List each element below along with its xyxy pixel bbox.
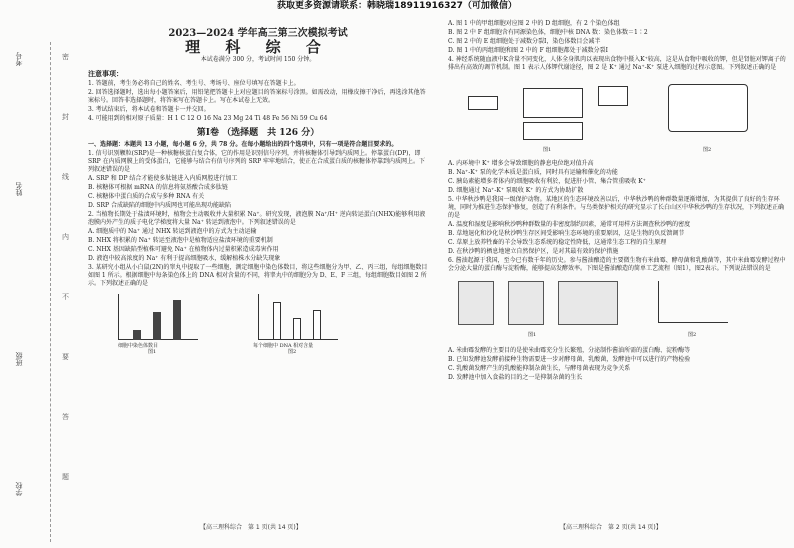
fig1-bar: [133, 330, 141, 340]
fig1-label: 图1: [148, 349, 157, 355]
fig1-label: 图1: [528, 332, 537, 338]
q1-option: B. 核糖体可根据 mRNA 的信息将氨基酸合成多肽链: [88, 184, 228, 191]
question-4: 4. 神经系统随血液中K含量不同变化，人体全身肌肉以表现出食物中摄入K⁺较高，这是从食物中吸收的钾，但是肾脏对钾离子的排出有高效的调节机制。图 1 表示人体钾代谢途径，图 2 是 K⁺ 通过 Na⁺-K⁺ 泵进入细胞的过程示意图。下列叙述正确的是: [448, 56, 786, 71]
fig-box: [523, 122, 583, 140]
q3-option: C. 图 2 中的 E 组细胞处于减数分裂Ⅰ，染色体数目会减半: [448, 38, 601, 45]
q5-option: D. 在秋沙鸭的栖息地建立自然保护区，是对其最有效的保护措施: [448, 248, 619, 255]
fig1-bar: [153, 312, 161, 340]
section-title: 第Ⅰ卷 （选择题 共 126 分）: [196, 128, 320, 138]
field-exam-number: 考号: [15, 52, 23, 66]
q1-option: D. SRP 合成缺陷的细胞中内质网也可能出现功能缺陷: [88, 202, 231, 209]
seal-char: 线: [62, 173, 69, 181]
q6-option: D. 发酵池中加入食盐的目的之一是抑制杂菌的生长: [448, 374, 583, 381]
q3-option: A. 图 1 中的甲组细胞对应图 2 中的 D 组细胞，有 2 个染色体组: [448, 20, 620, 27]
fig-image: [458, 281, 494, 325]
q4-option: C. 胰岛素能增多者体内的细胞吸收有利於，促进肝小管、集合管重吸收 K⁺: [448, 178, 646, 185]
section-intro: 一、选择题：本题共 13 小题，每小题 6 分，共 78 分。在每小题给出的四个选项中，只有一项是符合题目要求的。: [88, 141, 398, 148]
field-name: 姓名: [15, 182, 23, 196]
seal-char: 不: [62, 293, 69, 301]
seal-line: [50, 42, 51, 542]
fig2-label: 图2: [288, 349, 297, 355]
question-2: 2. 当植物长期处于盐渍环境时，植物会主动吸收并大量积累 Na⁺。研究发现，液泡膜 Na⁺/H⁺ 逆向转运蛋白(NHX)能够利用液泡膜内外产生的质子电化学梯度将大量 Na⁺ 转运到液泡中。下列叙述错误的是: [88, 211, 426, 226]
q2-option: D. 液泡中较高浓度的 Na⁺ 有利于提高细胞吸水，缓解植株水分缺失现象: [88, 255, 281, 262]
seal-char: 答: [62, 413, 69, 421]
field-school: 学校: [15, 482, 23, 496]
q5-option: A. 温度和湿度是影响秋沙鸭种群数量的非密度制约因素，通常可用样方法调查秋沙鸭的密度: [448, 221, 691, 228]
exam-meta: 本试卷满分 300 分，考试时间 150 分钟。: [200, 56, 316, 63]
question-6: 6. 酱油起源于我国，至今已有数千年的历史。参与酱油酿造的主要微生物有米曲霉、酵母菌和乳酸菌等，其中米曲霉发酵过程中会分泌大量的蛋白酶与淀粉酶，能够提高发酵效率。下图是酱油酿造的简单工艺流程（图1），图2表示。下列说法错误的是: [448, 257, 786, 272]
fig-box: [523, 88, 583, 118]
q1-option: C. 核糖体中蛋白质的合成与多种 RNA 有关: [88, 193, 205, 200]
fig2-bar: [313, 310, 321, 340]
fig-box: [598, 86, 628, 106]
exam-title: 2023—2024 学年高三第三次模拟考试: [168, 28, 348, 39]
fig-box: [468, 96, 498, 110]
seal-char: 内: [62, 233, 69, 241]
fig-image: [508, 281, 544, 325]
q4-option: B. Na⁺-K⁺ 泵的化学本质是蛋白质，同时具有运输和催化的功能: [448, 169, 618, 176]
q4-option: A. 内环境中 K⁺ 增多会导致细胞的静息电位绝对值升高: [448, 160, 594, 167]
q2-option: A. 细胞质中的 Na⁺ 通过 NHX 转运到液泡中的方式为主动运输: [88, 228, 257, 235]
q3-option: B. 图 2 中 F 组细胞含有同源染色体，细胞中核 DNA 数：染色体数＝1∶2: [448, 29, 648, 36]
fig1-bar: [173, 300, 181, 340]
fig2-bar: [293, 318, 301, 340]
q3-figures: [88, 292, 428, 354]
notice-item: 2. 回答选择题时，选出每小题答案后，用铅笔把答题卡上对应题目的答案标号涂黑。如需改动，用橡皮擦干净后，再选涂其他答案标号。回答非选择题时，将答案写在答题卡上。写在本试卷上无效。: [88, 89, 426, 104]
q4-figures: [448, 76, 788, 156]
question-5: 5. 中华秋沙鸭是我国一级保护动物。某地区的生态环境改善以后，中华秋沙鸭的种群数量逐渐增加，为其提供了良好的生存环境，同时为推进生态保护修复，创造了有利条件。与鸟类保护相关的研究显示了长白山区中华秋沙鸭的生存状况，下列叙述正确的是: [448, 196, 785, 219]
fig1-label: 图1: [543, 147, 552, 153]
fig2-label: 图2: [688, 332, 697, 338]
q2-option: B. NHX 将积累的 Na⁺ 转运至液泡中是植物适应盐渍环境的重要机制: [88, 237, 273, 244]
notice-item: 4. 可能用到的相对原子质量：H 1 C 12 O 16 Na 23 Mg 24 Ti 48 Fe 56 Ni 59 Cu 64: [88, 115, 328, 122]
q1-option: A. SRP 和 DP 结合才能使多肽链进入内质网腔进行加工: [88, 175, 238, 182]
q4-option: D. 细胞通过 Na⁺-K⁺ 泵吸收 K⁺ 的方式为协助扩散: [448, 187, 584, 194]
subject-title: 理 科 综 合: [185, 38, 331, 56]
q6-option: C. 乳酸菌发酵产生的乳酸能抑制杂菌生长，与酵母菌表现为竞争关系: [448, 365, 631, 372]
fig1-caption: 细胞中染色体数目: [118, 343, 159, 349]
q2-option: C. NHX 基因缺陷型植株可避免 Na⁺ 在植物体内过量积累造成毒害作用: [88, 246, 279, 253]
q6-figures: [448, 277, 788, 343]
field-class: 班级: [15, 352, 23, 366]
footer-right: 【高三理科综合 第 2 页(共 14 页)】: [560, 524, 662, 531]
q6-option: B. 已知发酵池发酵前接种生物需要进一步对酵母菌、乳酸菌，发酵池中可以进行的产物检验: [448, 356, 691, 363]
fig2-axes: [658, 281, 728, 323]
fig2-bar: [273, 302, 281, 340]
question-3: 3. 某研究小组从小白鼠(2N)的睾丸中提取了一些细胞，测定细胞中染色体数目，将这些细胞分为甲、乙、丙三组，每组细胞数目如图 1 所示。根据细胞中每条染色体上的 DNA 相对含量的不同，将睾丸中的细胞分为 D、E、F 三组，每组细胞数目如图 2 所示。下列叙述正确的是: [88, 264, 428, 287]
notice-item: 1. 答题前，考生务必将自己的姓名、考生号、考场号、座位号填写在答题卡上。: [88, 80, 300, 87]
fig-cell: [668, 84, 748, 132]
fig2-label: 图2: [703, 147, 712, 153]
seal-char: 题: [62, 473, 69, 481]
left-column: [88, 20, 428, 358]
fig-image: [558, 281, 618, 325]
q3-option: D. 图 1 中的丙组细胞和图 2 中的 F 组细胞都处于减数分裂Ⅰ: [448, 47, 609, 54]
top-banner: 获取更多资源请联系：韩晓瑞18911916327（可加微信）: [277, 1, 517, 11]
notice-item: 3. 考试结束后，将本试卷和答题卡一并交回。: [88, 106, 210, 113]
q5-option: B. 草地退化和沙化是秋沙鸭生存区间受影响生态环境的重要原因，这是生物的负反馈调节: [448, 230, 685, 237]
fig2-caption: 每个细胞中 DNA 相对含量: [253, 343, 314, 349]
question-1: 1. 信号识别颗粒(SRP)是一种核糖核蛋白复合体，它的作用是识别信号序列，并将核糖体引导到内质网上。停靠蛋白(DP)，即 SRP 在内质网膜上的受体蛋白，它能够与结合有信号序列的 SRP 牢牢地结合，使正在合成蛋白质的核糖体停靠到内质网上。下列叙述错误的是: [88, 150, 426, 173]
q6-option: A. 米曲霉发酵的主要目的是使米曲霉充分生长繁殖，分泌制作酱油所需的蛋白酶、淀粉酶等: [448, 347, 691, 354]
notice-heading: 注意事项：: [88, 69, 123, 78]
seal-char: 密: [62, 53, 69, 61]
seal-char: 要: [62, 353, 69, 361]
right-column: [448, 20, 788, 383]
seal-char: 封: [62, 113, 69, 121]
binding-margin: [0, 12, 88, 548]
footer-left: 【高三理科综合 第 1 页(共 14 页)】: [200, 524, 302, 531]
q5-option: C. 草原上放养牲畜的羊会导致生态系统的稳定性降低，这通常生态工程的自生原理: [448, 239, 667, 246]
